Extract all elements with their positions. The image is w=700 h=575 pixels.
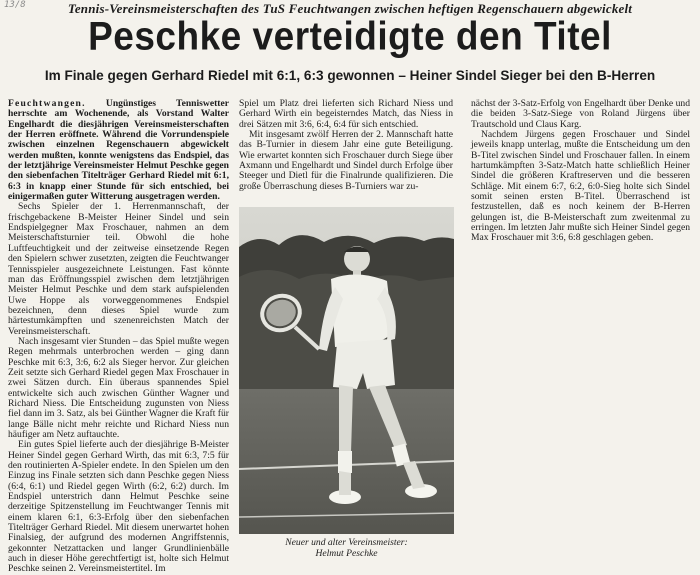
- body-paragraph: Nach insgesamt vier Stunden – das Spiel mußte wegen Regen mehrmals unterbrochen werden – ging dann Peschke mit 6:3, 3:6, 6:2 als Sieger hervor. Zur gleichen Zeit setzte sich Gerhard Riedel gegen Max Froschauer in zwei Sätzen durch. Ein überaus spannendes Spiel entwickelte sich auch zwischen Günther Wagner und Richard Niess. Die Entscheidung zugunsten von Niess fiel dann im 3. Satz, als bei Günther Wagner die Kraft für lange Bälle nicht mehr reichte und Richard Niess nun häufiger am Netz auftauchte.: [8, 335, 229, 440]
- article-column-3: [471, 99, 690, 244]
- lead-text: Ungünstiges Tenniswetter herrschte am Wochenende, als Vorstand Walter Engelhardt die diesjährigen Vereinsmeisterschaften der Herren eröffnete. Während die Vorrundenspiele zwischen einzelnen Regenschauern abgewickelt werden mußten, konnte wenigstens das Endspiel, das der letztjährige Vereinsmeister Helmut Peschke gegen den siebenfachen Titelträger Gerhard Riedel mit 6:1, 6:3 in knapp einer Stunde für sich entschied, bei einigermaßen guter Witterung ausgetragen werden.: [8, 98, 229, 203]
- photo-illustration: [239, 207, 454, 534]
- lead-paragraph: [8, 99, 229, 202]
- dateline: Feuchtwangen.: [8, 98, 86, 109]
- caption-line-1: Neuer und alter Vereinsmeister:: [285, 537, 408, 548]
- body-paragraph: Spiel um Platz drei lieferten sich Richard Niess und Gerhard Wirth ein begeisterndes Match, das Niess in drei Sätzen mit 3:6, 6:4, 6:4 für sich entschied.: [239, 98, 453, 130]
- overline: Tennis-Vereinsmeisterschaften des TuS Feuchtwangen zwischen heftigen Regenschauern abgewickelt: [67, 1, 633, 16]
- body-paragraph: nächst der 3-Satz-Erfolg von Engelhardt über Denke und die beiden 3-Satz-Siege von Roland Jürgens über Trautschold und Claus Karg.: [471, 98, 690, 130]
- article-column-1: [8, 99, 229, 575]
- body-paragraph: Sechs Spieler der 1. Herrenmannschaft, der frischgebackene B-Meister Heiner Sindel und sein Endspielgegner Max Froschauer, nahmen an dem Meisterschaftsturnier teil. Obwohl die hohe Luftfeuchtigkeit und der zeitweise einsetzende Regen den Spielern schwer zusetzten, zeigten die Feuchtwanger Tennisspieler ausgezeichnete Leistungen. Fast könnte man das Eröffnungsspiel zwischen dem letztjährigen Meister Helmut Peschke und dem stark aufspielenden Uwe Hoppe als vorweggenommenes Endspiel bezeichnen, denn dieses Spiel wurde zum härtestumkämpften und szenenreichsten Match der Vereinsmeisterschaft.: [8, 201, 229, 337]
- headline: Peschke verteidigte den Titel: [88, 14, 612, 59]
- caption-line-2: Helmut Peschke: [315, 548, 378, 559]
- body-paragraph: Nachdem Jürgens gegen Froschauer und Sindel jeweils knapp unterlag, mußte die Entscheidung um den B-Titel zwischen Sindel und Froschauer fallen. In einem hartumkämpften 3-Satz-Match hatte schließlich Heiner Sindel die größeren Kraftreserven und die besseren Schläge. Mit einem 6:7, 6:2, 6:0-Sieg holte sich Sindel somit seinen ersten B-Titel. Überraschend ist festzustellen, daß es noch keinem der B-Herren gelungen ist, die B-Meisterschaft zum zweitenmal zu erringen. Im letzten Jahr mußte sich Heiner Sindel gegen Max Froschauer mit 3:6, 6:8 geschlagen geben.: [471, 129, 690, 244]
- handwritten-date-note: 13/8: [4, 0, 26, 10]
- body-paragraph: Ein gutes Spiel lieferte auch der diesjährige B-Meister Heiner Sindel gegen Gerhard Wirth, das mit 6:3, 7:5 für den routinierten A-Spieler endete. In den Spielen um den Einzug ins Finale setzten sich dann Peschke gegen Niess (6:4, 6:1) und Riedel gegen Wirth (6:2, 6:2) durch. Im Endspiel unterstrich dann Helmut Peschke seine derzeitige Spitzenstellung im Feuchtwanger Tennis mit einem klaren 6:1, 6:3-Erfolg über den siebenfachen Titelträger Gerhard Riedel. Mit diesem unerwartet hohen Finalsieg, der aufgrund des modernen Angriffstennis, gekonnter Netzattacken und langer Grundlinienbälle auch in dieser Höhe gerechtfertigt ist, holte sich Helmut Peschke seinen 2. Vereinsmeistertitel. Im: [8, 439, 229, 575]
- body-paragraph: Mit insgesamt zwölf Herren der 2. Mannschaft hatte das B-Turnier in diesem Jahr eine gute Beteiligung. Wie erwartet konnten sich Froschauer durch Siege über Axmann und Engelhardt und Sindel durch Erfolge über Steeger und Dietl für die Finalrunde qualifizieren. Die große Überraschung dieses B-Turniers war zu-: [239, 129, 453, 192]
- article-column-2: [239, 99, 453, 192]
- tennis-player-photo: [239, 207, 454, 534]
- photo-caption: [239, 537, 454, 559]
- subheadline: Im Finale gegen Gerhard Riedel mit 6:1, 6:3 gewonnen – Heiner Sindel Sieger bei den B-Herren: [44, 68, 656, 83]
